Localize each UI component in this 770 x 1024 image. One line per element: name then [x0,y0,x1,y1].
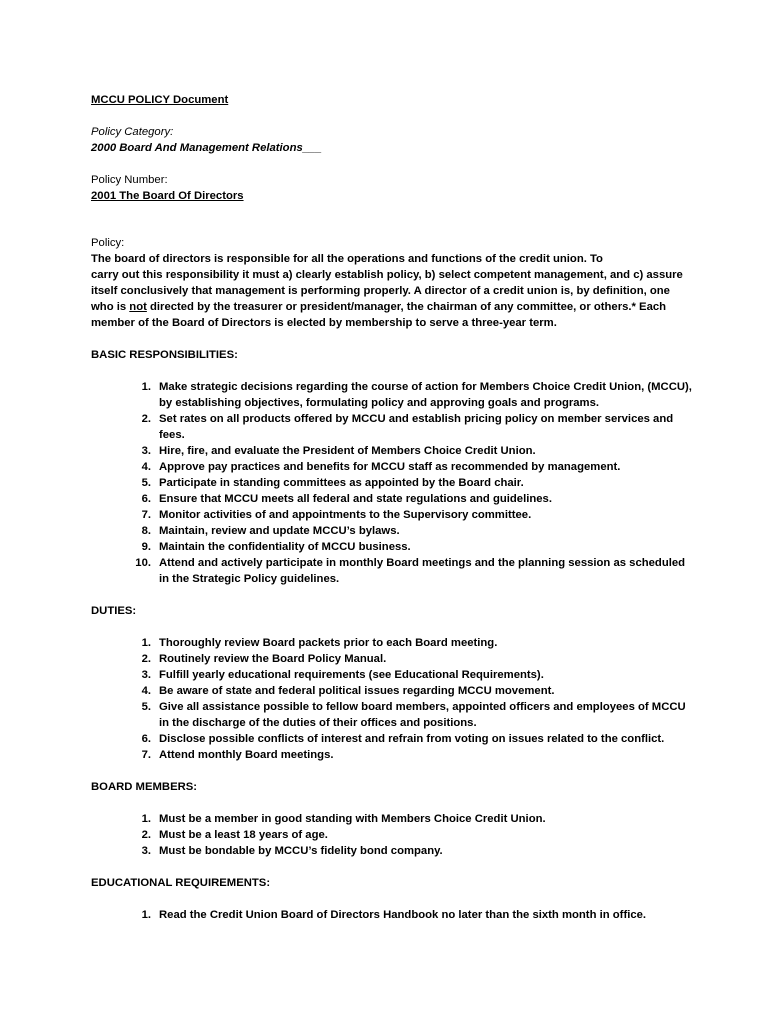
list-number: 3. [141,445,151,457]
list-number: 2. [141,829,151,841]
list-item [91,683,691,699]
list-text: Approve pay practices and benefits for MCCU staff as recommended by management. [159,461,621,473]
list-number: 6. [141,733,151,745]
list-text: Disclose possible conflicts of interest and refrain from voting on issues related to the conflict. [159,733,665,745]
list-number: 1. [141,909,151,921]
list-text: Read the Credit Union Board of Directors Handbook no later than the sixth month in office. [159,909,647,921]
policy-line [91,299,691,315]
list-text: Maintain the confidentiality of MCCU business. [159,541,411,553]
list-item [91,651,691,667]
list-text: Make strategic decisions regarding the course of action for Members Choice Credit Union, (MCCU), [159,381,692,393]
list-item [91,379,691,411]
list-number: 5. [141,477,151,489]
list-text: Must be bondable by MCCU’s fidelity bond company. [159,845,443,857]
list-text: Attend monthly Board meetings. [159,749,334,761]
list-item [91,731,691,747]
policy-text: directed by the treasurer or president/manager, the chairman of any committee, or others.* Each [146,301,667,313]
category-label: Policy Category: [91,126,174,138]
list-text: Participate in standing committees as appointed by the Board chair. [159,477,524,489]
list-text: Ensure that MCCU meets all federal and state regulations and guidelines. [159,493,552,505]
list-item [91,507,691,523]
list-item [91,747,691,763]
list-item [91,491,691,507]
list-item [91,635,691,651]
list-text: Hire, fire, and evaluate the President of Members Choice Credit Union. [159,445,536,457]
list-number: 9. [141,541,151,553]
list-item [91,811,691,827]
list-item [91,411,691,443]
members-heading: BOARD MEMBERS: [91,781,198,793]
list-number: 3. [141,845,151,857]
list-item [91,667,691,683]
document-title: MCCU POLICY Document [91,94,229,106]
list-number: 2. [141,413,151,425]
list-text: Must be a least 18 years of age. [159,829,328,841]
policy-text: who is [91,301,130,313]
list-item [91,475,691,491]
list-text: Monitor activities of and appointments to the Supervisory committee. [159,509,532,521]
list-text: by establishing objectives, formulating policy and approving goals and programs. [159,397,600,409]
list-item [91,843,691,859]
policy-line: member of the Board of Directors is elected by membership to serve a three-year term. [91,317,557,329]
list-text: Maintain, review and update MCCU’s bylaws. [159,525,400,537]
list-item [91,443,691,459]
list-text: fees. [159,429,185,441]
list-text: Must be a member in good standing with Members Choice Credit Union. [159,813,546,825]
duties-heading: DUTIES: [91,605,137,617]
list-text: Attend and actively participate in monthly Board meetings and the planning session as scheduled [159,557,686,569]
list-text: Thoroughly review Board packets prior to each Board meeting. [159,637,498,649]
list-number: 5. [141,701,151,713]
list-text: in the discharge of the duties of their offices and positions. [159,717,477,729]
list-item [91,523,691,539]
policy-line: The board of directors is responsible for all the operations and functions of the credit union. To [91,253,603,265]
list-number: 8. [141,525,151,537]
list-text: Set rates on all products offered by MCCU and establish pricing policy on member services and [159,413,674,425]
list-text: in the Strategic Policy guidelines. [159,573,340,585]
policy-line: itself conclusively that management is performing properly. A director of a credit union is, by definition, one [91,285,670,297]
basic-heading: BASIC RESPONSIBILITIES: [91,349,238,361]
basic-list [91,379,691,587]
list-number: 1. [141,381,151,393]
education-heading: EDUCATIONAL REQUIREMENTS: [91,877,271,889]
policy-section [91,235,691,331]
list-item [91,459,691,475]
list-number: 7. [141,749,151,761]
list-text: Give all assistance possible to fellow board members, appointed officers and employees of MCCU [159,701,686,713]
list-item [91,907,691,923]
list-number: 4. [141,685,151,697]
policy-line: carry out this responsibility it must a) clearly establish policy, b) select competent management, and c) assure [91,269,683,281]
policy-label: Policy: [91,237,125,249]
list-number: 7. [141,509,151,521]
number-value: 2001 The Board Of Directors [91,190,244,202]
list-number: 1. [141,637,151,649]
duties-list [91,635,691,763]
list-item [91,555,691,587]
list-number: 1. [141,813,151,825]
list-text: Fulfill yearly educational requirements (see Educational Requirements). [159,669,544,681]
list-number: 6. [141,493,151,505]
list-item [91,827,691,843]
policy-document [91,92,691,923]
list-item [91,539,691,555]
list-number: 3. [141,669,151,681]
education-list [91,907,691,923]
list-text: Be aware of state and federal political issues regarding MCCU movement. [159,685,555,697]
list-text: Routinely review the Board Policy Manual. [159,653,387,665]
list-number: 2. [141,653,151,665]
category-value: 2000 Board And Management Relations___ [91,142,322,154]
policy-emphasis: not [129,301,147,313]
list-number: 10. [135,557,151,569]
members-list [91,811,691,859]
list-item [91,699,691,731]
list-number: 4. [141,461,151,473]
number-label: Policy Number: [91,174,168,186]
